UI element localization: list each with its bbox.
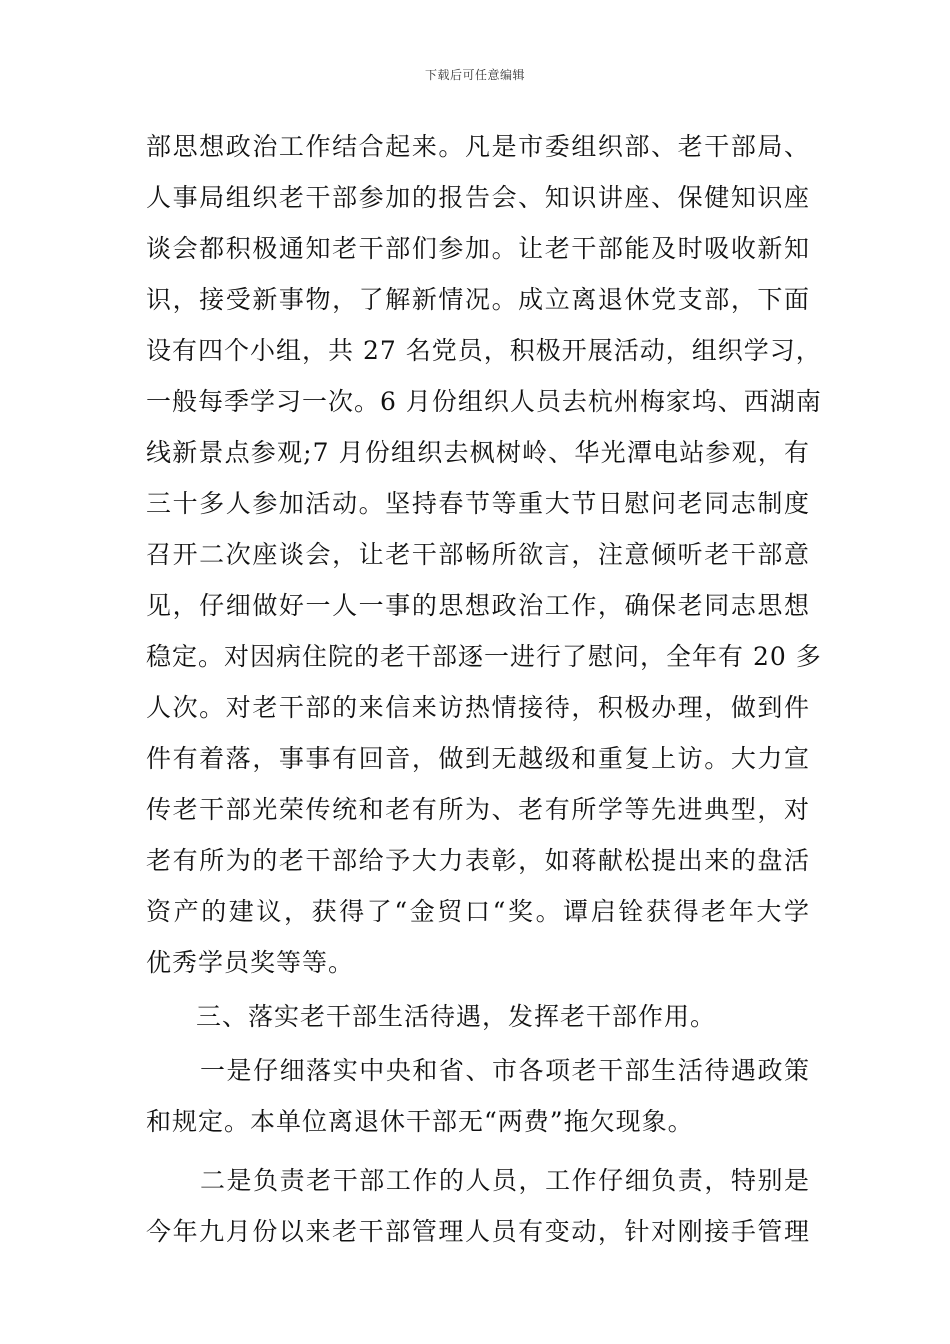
text-line: 谈会都积极通知老干部们参加。让老干部能及时吸收新知 bbox=[146, 234, 810, 263]
text-line: 一般每季学习一次。6 月份组织人员去杭州梅家坞、西湖南 bbox=[146, 387, 822, 416]
text-line: 线新景点参观;7 月份组织去枫树岭、华光潭电站参观，有 bbox=[146, 438, 810, 467]
paragraph-two bbox=[146, 1155, 810, 1257]
text-line: 人次。对老干部的来信来访热情接待，积极办理，做到件 bbox=[146, 693, 810, 722]
text-line: 召开二次座谈会，让老干部畅所欲言，注意倾听老干部意 bbox=[146, 540, 810, 569]
text-line: 资产的建议，获得了“金贸口“奖。谭启铨获得老年大学 bbox=[146, 897, 810, 926]
section-heading: 三、落实老干部生活待遇，发挥老干部作用。 bbox=[196, 1002, 717, 1031]
page-header: 下载后可任意编辑 bbox=[424, 68, 525, 82]
text-line: 设有四个小组，共 27 名党员，积极开展活动，组织学习， bbox=[146, 336, 822, 365]
paragraph-continuation bbox=[146, 121, 822, 988]
text-line: 见，仔细做好一人一事的思想政治工作，确保老同志思想 bbox=[146, 591, 810, 620]
text-line: 识，接受新事物，了解新情况。成立离退休党支部，下面 bbox=[146, 285, 810, 314]
text-line: 稳定。对因病住院的老干部逐一进行了慰问，全年有 20 多 bbox=[146, 642, 822, 671]
text-line: 老有所为的老干部给予大力表彰，如蒋献松提出来的盘活 bbox=[146, 846, 810, 875]
document-body bbox=[146, 121, 822, 1257]
text-line: 今年九月份以来老干部管理人员有变动，针对刚接手管理 bbox=[146, 1217, 810, 1246]
text-line: 优秀学员奖等等。 bbox=[146, 948, 355, 977]
text-line: 二是负责老干部工作的人员，工作仔细负责，特别是 bbox=[200, 1166, 810, 1195]
text-line: 三十多人参加活动。坚持春节等重大节日慰问老同志制度 bbox=[146, 489, 810, 518]
paragraph-one bbox=[146, 1045, 810, 1147]
text-line: 传老干部光荣传统和老有所为、老有所学等先进典型，对 bbox=[146, 795, 810, 824]
paragraph-gap bbox=[146, 1147, 810, 1155]
text-line: 部思想政治工作结合起来。凡是市委组织部、老干部局、 bbox=[146, 132, 810, 161]
text-line: 一是仔细落实中央和省、市各项老干部生活待遇政策 bbox=[200, 1056, 810, 1085]
text-line: 人事局组织老干部参加的报告会、知识讲座、保健知识座 bbox=[146, 183, 810, 212]
text-line: 和规定。本单位离退休干部无“两费”拖欠现象。 bbox=[146, 1107, 694, 1136]
text-line: 件有着落，事事有回音，做到无越级和重复上访。大力宣 bbox=[146, 744, 810, 773]
